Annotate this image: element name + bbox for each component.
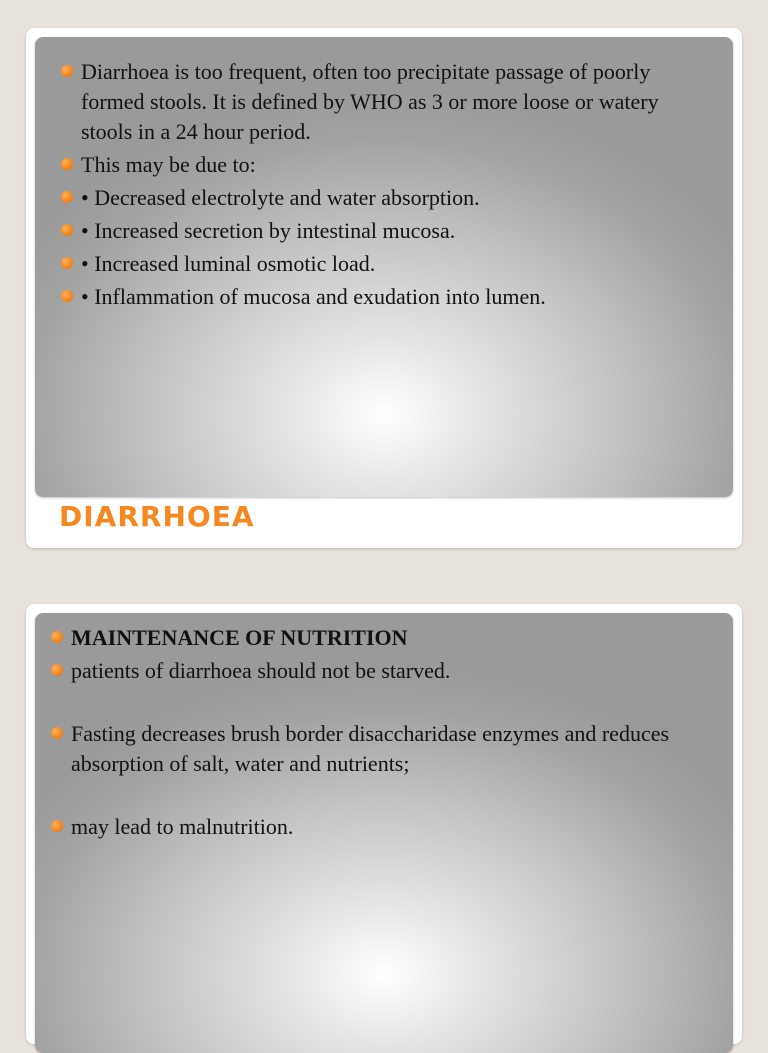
bullet-list bbox=[57, 57, 707, 315]
bullet-item bbox=[47, 812, 707, 842]
bullet-dot-icon bbox=[51, 664, 63, 676]
bullet-item bbox=[57, 57, 707, 147]
bullet-text: • Inflammation of mucosa and exudation into lumen. bbox=[81, 284, 546, 309]
slide-1 bbox=[26, 28, 742, 548]
bullet-text: Fasting decreases brush border disaccharidase enzymes and reduces absorption of salt, water and nutrients; bbox=[71, 721, 670, 776]
bullet-text: may lead to malnutrition. bbox=[71, 814, 294, 839]
bullet-heading: MAINTENANCE OF NUTRITION bbox=[71, 625, 408, 650]
bullet-item bbox=[57, 216, 707, 246]
bullet-text: • Decreased electrolyte and water absorption. bbox=[81, 185, 480, 210]
bullet-text: Diarrhoea is too frequent, often too precipitate passage of poorly formed stools. It is defined by WHO as 3 or more loose or watery stools in a 24 hour period. bbox=[81, 59, 659, 144]
bullet-dot-icon bbox=[61, 65, 73, 77]
bullet-text: This may be due to: bbox=[81, 152, 256, 177]
bullet-item bbox=[47, 656, 707, 686]
bullet-dot-icon bbox=[61, 158, 73, 170]
content-panel bbox=[35, 37, 733, 497]
slide-2 bbox=[26, 604, 742, 1044]
bullet-item bbox=[57, 150, 707, 180]
bullet-dot-icon bbox=[61, 191, 73, 203]
bullet-text: patients of diarrhoea should not be starved. bbox=[71, 658, 451, 683]
bullet-dot-icon bbox=[61, 224, 73, 236]
bullet-dot-icon bbox=[51, 631, 63, 643]
bullet-dot-icon bbox=[61, 290, 73, 302]
slide-title: DIARRHOEA bbox=[59, 500, 255, 533]
bullet-item bbox=[57, 282, 707, 312]
bullet-text: • Increased secretion by intestinal mucosa. bbox=[81, 218, 456, 243]
bullet-dot-icon bbox=[61, 257, 73, 269]
bullet-list bbox=[47, 623, 707, 845]
bullet-dot-icon bbox=[51, 820, 63, 832]
content-panel bbox=[35, 613, 733, 1053]
bullet-item bbox=[57, 249, 707, 279]
bullet-item bbox=[47, 719, 707, 779]
bullet-dot-icon bbox=[51, 727, 63, 739]
bullet-item bbox=[57, 183, 707, 213]
bullet-item bbox=[47, 623, 707, 653]
bullet-text: • Increased luminal osmotic load. bbox=[81, 251, 376, 276]
